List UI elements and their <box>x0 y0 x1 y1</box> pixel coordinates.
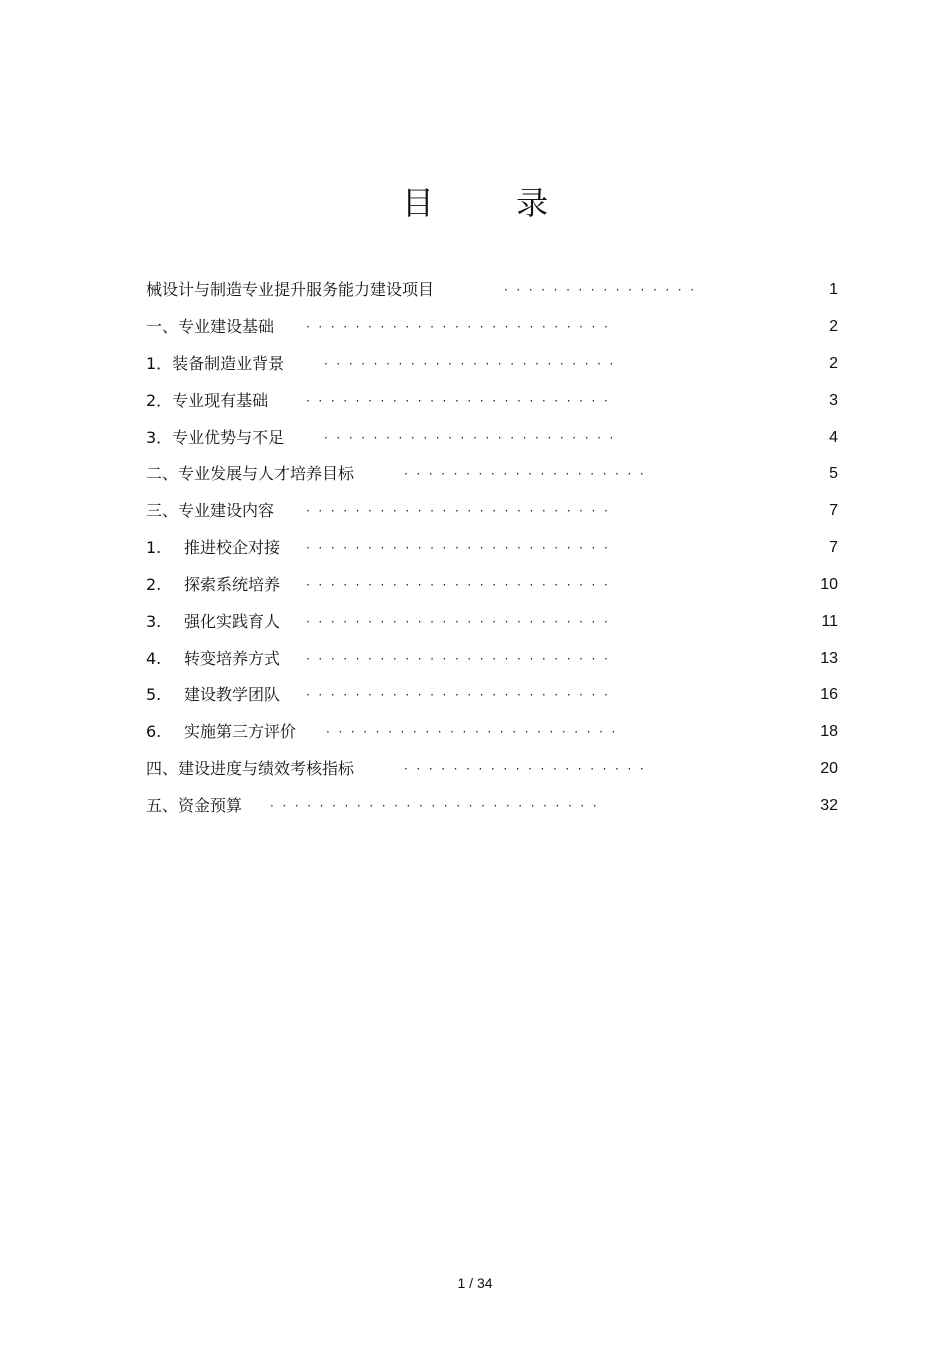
dot-leader: ························· <box>306 504 617 518</box>
toc-entry-page: 4 <box>829 429 838 446</box>
toc-entry-text: 2．专业现有基础 <box>146 391 269 410</box>
toc-entry-text: 实施第三方评价 <box>184 722 297 741</box>
toc-entry-label <box>146 610 280 634</box>
dot-leader: ················ <box>504 283 703 297</box>
toc-entry-page: 20 <box>820 760 838 777</box>
toc-entry[interactable] <box>146 315 838 339</box>
toc-entry-text: 3．专业优势与不足 <box>146 428 285 447</box>
toc-title: 目 录 <box>401 184 585 222</box>
toc-entry[interactable] <box>146 426 838 450</box>
toc-entry-number: 3. <box>146 612 162 631</box>
toc-entry-number: 5. <box>146 685 162 704</box>
toc-entry-label <box>146 278 434 302</box>
toc-entry-label <box>146 426 284 450</box>
dot-leader: ························· <box>306 578 617 592</box>
toc-entry-label <box>146 536 280 560</box>
toc-entry-label <box>146 462 354 486</box>
toc-entry-number: 4. <box>146 649 162 668</box>
dot-leader: ························ <box>324 431 622 445</box>
toc-entry[interactable] <box>146 499 838 523</box>
dot-leader: ···················· <box>404 467 653 481</box>
toc-entry-label <box>146 573 280 597</box>
toc-entry-text: 建设教学团队 <box>184 685 281 704</box>
toc-entry-text: 强化实践育人 <box>184 612 281 631</box>
toc-entry[interactable] <box>146 462 838 486</box>
dot-leader: ························· <box>306 652 617 666</box>
toc-entry-page: 7 <box>829 539 838 556</box>
toc-entry-page: 11 <box>821 613 838 630</box>
dot-leader: ···················· <box>404 762 653 776</box>
dot-leader: ························· <box>306 688 617 702</box>
toc-entry[interactable] <box>146 536 838 560</box>
toc-entry-label <box>146 389 268 413</box>
toc-entry[interactable] <box>146 683 838 707</box>
page-number-footer: 1 / 34 <box>457 1275 493 1291</box>
toc-entry-label <box>146 647 280 671</box>
dot-leader: ························· <box>306 394 617 408</box>
toc-entry-label <box>146 757 354 781</box>
toc-entry-number: 2. <box>146 575 162 594</box>
toc-entry-page: 1 <box>829 281 838 298</box>
toc-entry-number: 1. <box>146 538 162 557</box>
dot-leader: ························· <box>306 320 617 334</box>
toc-entry-text: 三、专业建设内容 <box>146 501 275 520</box>
toc-entry[interactable] <box>146 573 838 597</box>
toc-entry-text: 转变培养方式 <box>184 649 281 668</box>
toc-entry[interactable] <box>146 389 838 413</box>
toc-entry-page: 7 <box>829 502 838 519</box>
toc-entry-page: 5 <box>829 465 838 482</box>
toc-entry[interactable] <box>146 352 838 376</box>
toc-entry-label <box>146 499 274 523</box>
toc-entry-page: 18 <box>820 723 838 740</box>
dot-leader: ························ <box>324 357 622 371</box>
toc-entry-label <box>146 315 274 339</box>
toc-entry-label <box>146 720 296 744</box>
toc-entry-text: 1．装备制造业背景 <box>146 354 285 373</box>
toc-entry-text: 械设计与制造专业提升服务能力建设项目 <box>146 280 435 299</box>
toc-entry-text: 探索系统培养 <box>184 575 281 594</box>
toc-entry-text: 推进校企对接 <box>184 538 281 557</box>
toc-entry-page: 2 <box>829 355 838 372</box>
toc-entry-page: 13 <box>820 650 838 667</box>
dot-leader: ························ <box>326 725 624 739</box>
toc-entry-text: 二、专业发展与人才培养目标 <box>146 464 355 483</box>
toc-entry-number: 6. <box>146 722 162 741</box>
dot-leader: ··························· <box>270 799 606 813</box>
toc-entry[interactable] <box>146 757 838 781</box>
toc-entry[interactable] <box>146 794 838 818</box>
toc-entry[interactable] <box>146 278 838 302</box>
toc-entry-text: 一、专业建设基础 <box>146 317 275 336</box>
toc-entry[interactable] <box>146 647 838 671</box>
toc-entry[interactable] <box>146 610 838 634</box>
toc-entry-page: 32 <box>820 797 838 814</box>
toc-entry-text: 四、建设进度与绩效考核指标 <box>146 759 355 778</box>
toc-entry-label <box>146 794 242 818</box>
toc-entry[interactable] <box>146 720 838 744</box>
dot-leader: ························· <box>306 615 617 629</box>
toc-entry-label <box>146 352 284 376</box>
toc-entry-page: 16 <box>820 686 838 703</box>
toc-entry-page: 10 <box>820 576 838 593</box>
toc-entry-page: 3 <box>829 392 838 409</box>
toc-entry-text: 五、资金预算 <box>146 796 243 815</box>
toc-entry-label <box>146 683 280 707</box>
dot-leader: ························· <box>306 541 617 555</box>
toc-entry-page: 2 <box>829 318 838 335</box>
